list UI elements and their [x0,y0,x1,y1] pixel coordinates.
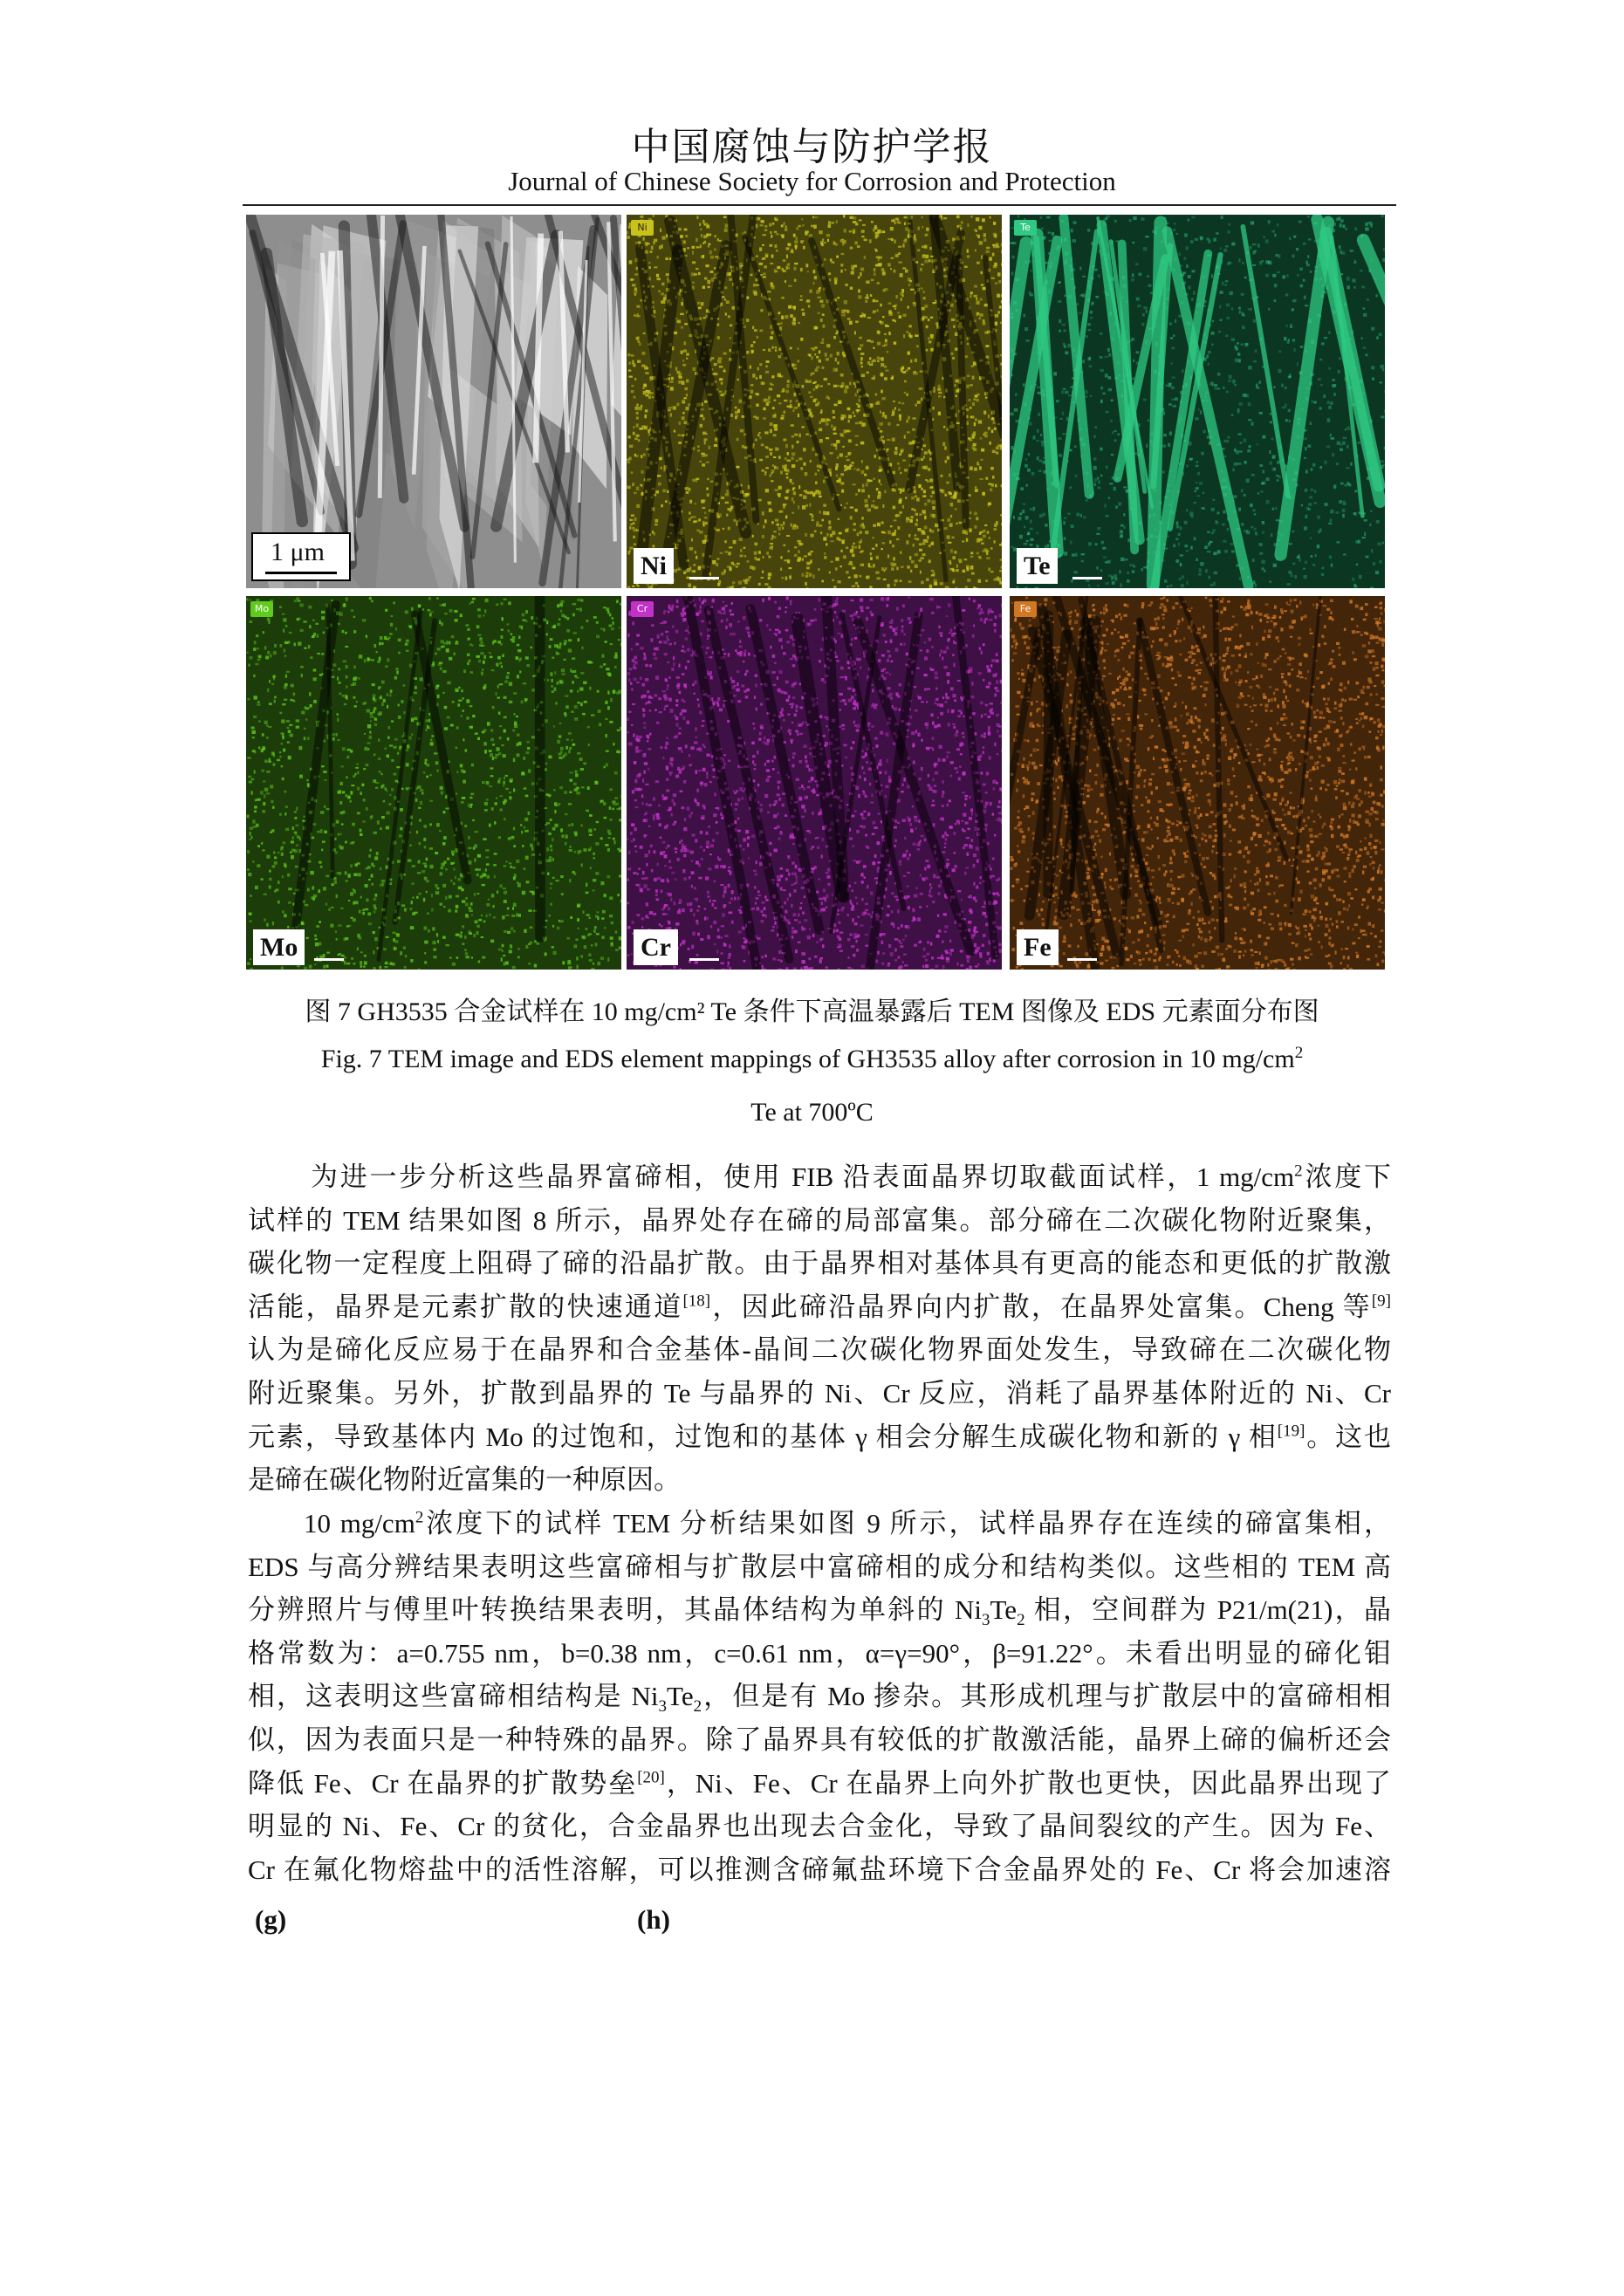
p2-line-9: Cr 在氟化物熔盐中的活性溶解，可以推测含碲氟盐环境下合金晶界处的 Fe、Cr 将会加速溶 [248,1854,1391,1885]
figure-caption-cn: 图 7 GH3535 合金试样在 10 mg/cm² Te 条件下高温暴露后 TEM 图像及 EDS 元素面分布图 [305,997,1319,1026]
fe-map-label: Fe [1017,929,1059,965]
mo-map-image [246,596,621,970]
figure-caption-en-line2: Te at 700ºC [750,1098,874,1127]
fe-map-panel [1010,596,1385,970]
mo-map-label: Mo [253,929,305,965]
p2-line-8: 明显的 Ni、Fe、Cr 的贫化，合金晶界也出现去合金化，导致了晶间裂纹的产生。因为 Fe、 [248,1811,1391,1842]
cr-map-label: Cr [634,929,678,965]
p1-line-4: 活能，晶界是元素扩散的快速通道[18]，因此碲沿晶界向内扩散，在晶界处富集。Cheng 等[9] [248,1291,1392,1322]
ni-map-scale [689,577,719,579]
te-map-panel [1010,215,1385,588]
p1-line-2: 试样的 TEM 结果如图 8 所示，晶界处存在碲的局部富集。部分碲在二次碳化物附近聚集， [248,1204,1391,1236]
tem-panel [246,215,621,588]
figure-caption-en-line1: Fig. 7 TEM image and EDS element mappings of GH3535 alloy after corrosion in 10 mg/cm [320,1045,1295,1073]
p2-line-4: 格常数为：a=0.755 nm，b=0.38 nm，c=0.61 nm，α=γ=90°，β=91.22°。未看出明显的碲化钼 [248,1637,1391,1669]
ni-map-tag: Ni [631,220,654,236]
figure-caption-en-sup: 2 [1294,1044,1304,1062]
figure-caption-en [0,1044,1624,1074]
te-map-scale [1072,577,1102,579]
p1-line-8: 是碲在碳化物附近富集的一种原因。 [248,1464,681,1496]
p2-line-2: EDS 与高分辨结果表明这些富碲相与扩散层中富碲相的成分和结构类似。这些相的 TEM 高 [248,1551,1391,1582]
cr-map-image [627,596,1002,970]
mo-map-tag: Mo [250,601,273,617]
te-map-image [1010,215,1385,588]
p2-line-1: 10 $mg/cm^2$浓度下的试样 TEM 分析结果如图 9 所示，试样晶界存在连续的碲富集相， [304,1508,1391,1539]
scale-bar-label: 1 μm [271,538,325,566]
ni-map-label: Ni [634,548,674,584]
cr-map-scale [689,958,719,961]
p2-line-7: 降低 Fe、Cr 在晶界的扩散势垒[20]，Ni、Fe、Cr 在晶界上向外扩散也更快，因此晶界出现了 [248,1767,1392,1799]
p1-line-7: 元素，导致基体内 Mo 的过饱和，过饱和的基体 γ 相会分解生成碳化物和新的 γ 相[19]。这也 [248,1421,1391,1452]
te-map-tag: Te [1014,220,1037,236]
ni-map-image [627,215,1002,588]
p2-line-3: 分辨照片与傅里叶转换结果表明，其晶体结构为单斜的 $Ni_3Te_2$ 相，空间群为 P21/m(21)，晶 [248,1594,1391,1630]
journal-title-cn: 中国腐蚀与防护学报 [631,126,993,168]
subfigure-label-h: (h) [637,1904,670,1935]
fe-map-image [1010,596,1385,970]
te-map-label: Te [1017,548,1058,584]
p2-line-6: 似，因为表面只是一种特殊的晶界。除了晶界具有较低的扩散激活能，晶界上碲的偏析还会 [248,1724,1391,1755]
mo-map-scale [314,958,344,961]
subfigure-label-g: (g) [255,1904,287,1935]
cr-map-panel [627,596,1002,970]
scale-bar-line [265,572,337,574]
p1-line-5: 认为是碲化反应易于在晶界和合金基体-晶间二次碳化物界面处发生，导致碲在二次碳化物 [248,1334,1391,1366]
journal-title-en: Journal of Chinese Society for Corrosion and Protection [508,166,1116,196]
mo-map-panel [246,596,621,970]
cr-map-tag: Cr [631,601,654,617]
ni-map-panel [627,215,1002,588]
p1-line-3: 碳化物一定程度上阻碍了碲的沿晶扩散。由于晶界相对基体具有更高的能态和更低的扩散激 [248,1248,1391,1279]
body-paragraph-2 [248,1502,1391,1891]
p1-line-1: 为进一步分析这些晶界富碲相，使用 FIB 沿表面晶界切取截面试样，1 $mg/cm^2$浓度下 [311,1162,1392,1192]
p2-line-5: 相，这表明这些富碲相结构是 $Ni_3Te_2$，但是有 Mo 掺杂。其形成机理与扩散层中的富碲相相 [248,1681,1392,1717]
header-rule [243,204,1396,206]
scale-bar [251,532,351,581]
fe-map-scale [1067,958,1097,961]
p1-line-6: 附近聚集。另外，扩散到晶界的 Te 与晶界的 Ni、Cr 反应，消耗了晶界基体附近的 Ni、Cr [248,1377,1391,1408]
body-paragraph-1 [248,1155,1391,1502]
fe-map-tag: Fe [1014,601,1037,617]
